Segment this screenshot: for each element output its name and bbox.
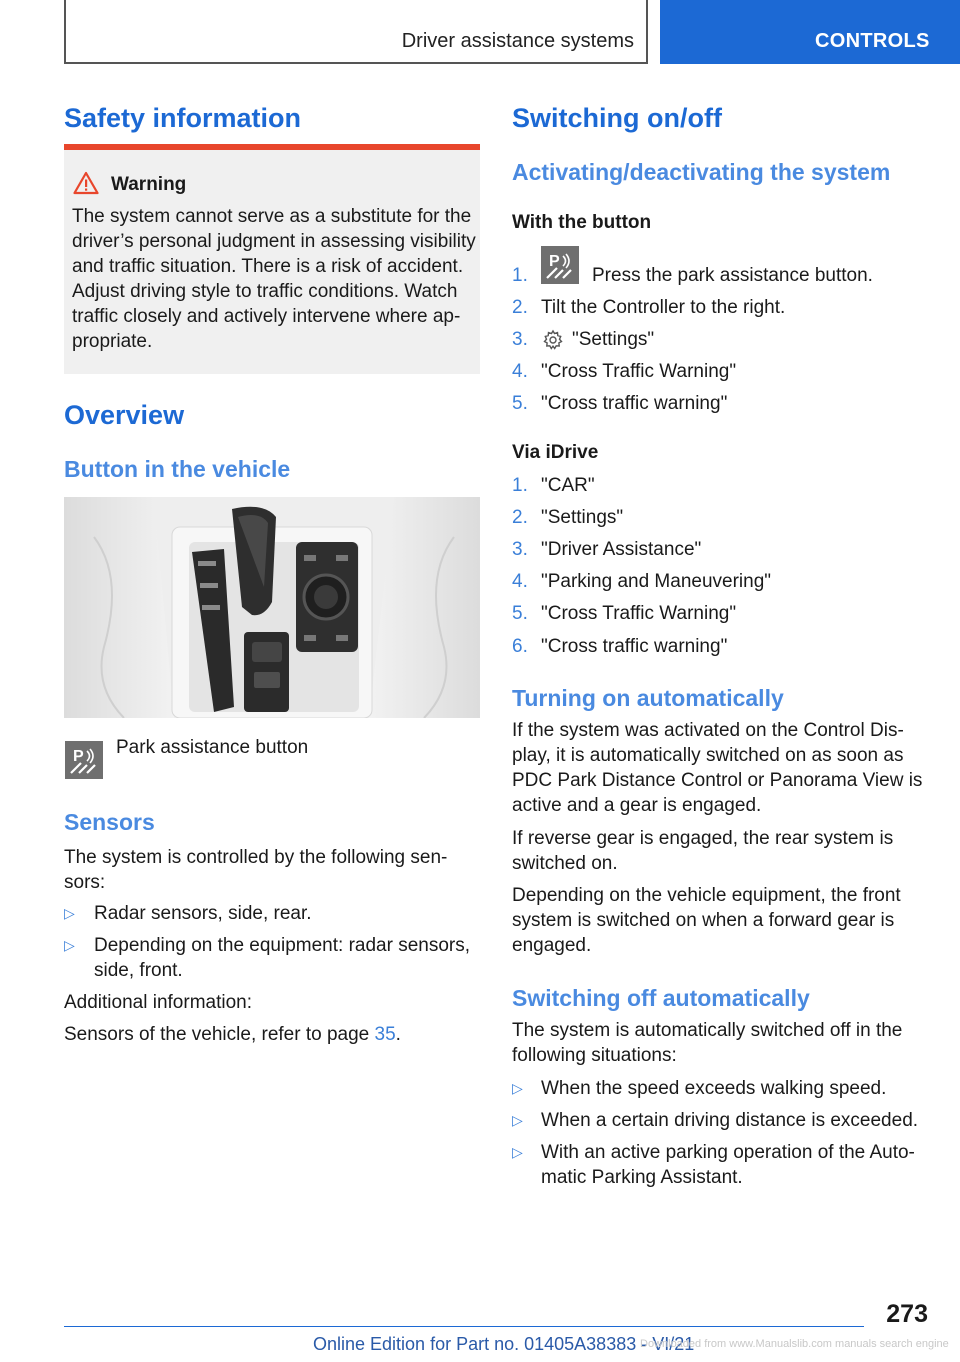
step-text: "Driver Assistance"	[541, 539, 702, 560]
sensor-bullet-1: Radar sensors, side, rear.	[94, 903, 312, 924]
watermark: Downloaded from www.Manualslib.com manuals search engine	[640, 1338, 949, 1350]
off-bullet-3: With an active parking operation of the Auto- matic Parking Assistant.	[541, 1142, 915, 1188]
sensors-reference: Sensors of the vehicle, refer to page 35.	[64, 1024, 401, 1045]
step-text: "Cross traffic warning"	[541, 393, 728, 414]
step-text: "Cross traffic warning"	[541, 636, 728, 657]
step-text: "Settings"	[572, 329, 655, 350]
step-text: "Cross Traffic Warning"	[541, 361, 737, 382]
off-bullet-1: When the speed exceeds walking speed.	[541, 1078, 887, 1099]
triangle-bullet-icon: ▷	[64, 937, 75, 953]
turning-on-paragraph-1: If the system was activated on the Control Dis- play, it is automatically switched on as soon as PDC Park Distance Control or Panorama View is active and a gear is engaged.	[512, 720, 923, 816]
sensors-title: Sensors	[64, 809, 155, 835]
off-bullet-2: When a certain driving distance is exceeded.	[541, 1110, 919, 1131]
turning-on-title: Turning on automatically	[512, 685, 784, 711]
warning-text: The system cannot serve as a substitute for the driver’s personal judgment in assessing visibility and traffic situation. There is a risk of accident. Adjust driving style to traffic conditions. Watch traffic closely and actively intervene where ap- propriate.	[72, 206, 476, 352]
step-text: "Cross Traffic Warning"	[541, 603, 737, 624]
activating-title: Activating/deactivating the system	[512, 159, 891, 185]
triangle-bullet-icon: ▷	[512, 1144, 523, 1160]
header-section-box	[64, 0, 648, 64]
header-tab-controls	[660, 0, 960, 64]
gear-icon	[542, 329, 564, 351]
switching-off-title: Switching off automatically	[512, 985, 810, 1011]
triangle-bullet-icon: ▷	[512, 1080, 523, 1096]
step-number: 1.	[512, 265, 528, 286]
warning-triangle-icon	[73, 171, 99, 195]
safety-title: Safety information	[64, 103, 302, 133]
turning-on-paragraph-3: Depending on the vehicle equipment, the front system is switched on when a forward gear is engaged.	[512, 885, 901, 956]
center-console-image	[64, 497, 480, 718]
step-number: 2.	[512, 507, 528, 528]
step-number: 4.	[512, 361, 528, 382]
button-in-vehicle-title: Button in the vehicle	[64, 456, 291, 482]
triangle-bullet-icon: ▷	[512, 1112, 523, 1128]
step-text: "Parking and Maneuvering"	[541, 571, 772, 592]
switching-off-paragraph: The system is automatically switched off in the following situations:	[512, 1020, 903, 1066]
header-tab-label: CONTROLS	[815, 30, 930, 52]
page-link[interactable]: 35	[374, 1024, 396, 1045]
page-number: 273	[886, 1300, 928, 1328]
step-number: 1.	[512, 475, 528, 496]
sensor-bullet-2: Depending on the equipment: radar sensors, side, front.	[94, 935, 471, 981]
turning-on-paragraph-2: If reverse gear is engaged, the rear system is switched on.	[512, 828, 894, 874]
sensors-intro: The system is controlled by the following sen- sors:	[64, 847, 448, 893]
park-assist-icon	[541, 246, 579, 284]
step-number: 6.	[512, 636, 528, 657]
step-text: "CAR"	[541, 475, 595, 496]
warning-label: Warning	[111, 174, 187, 195]
additional-info: Additional information:	[64, 992, 252, 1013]
step-text: Press the park assistance button.	[592, 265, 873, 286]
step-text: "Settings"	[541, 507, 624, 528]
overview-title: Overview	[64, 400, 185, 430]
park-assist-icon	[65, 741, 103, 779]
svg-text:P: P	[549, 253, 560, 270]
via-idrive-subtitle: Via iDrive	[512, 442, 599, 463]
footer-edition: Online Edition for Part no. 01405A38383 - VI/21	[313, 1334, 695, 1354]
step-number: 4.	[512, 571, 528, 592]
step-number: 5.	[512, 393, 528, 414]
svg-text:P: P	[73, 748, 84, 765]
step-number: 3.	[512, 329, 528, 350]
with-button-subtitle: With the button	[512, 212, 652, 233]
step-number: 3.	[512, 539, 528, 560]
header-section-title: Driver assistance systems	[401, 30, 634, 52]
image-caption: Park assistance button	[116, 737, 309, 758]
step-text: Tilt the Controller to the right.	[541, 297, 786, 318]
step-number: 2.	[512, 297, 528, 318]
switching-title: Switching on/off	[512, 103, 722, 133]
footer-rule	[64, 1326, 864, 1327]
triangle-bullet-icon: ▷	[64, 905, 75, 921]
step-number: 5.	[512, 603, 528, 624]
